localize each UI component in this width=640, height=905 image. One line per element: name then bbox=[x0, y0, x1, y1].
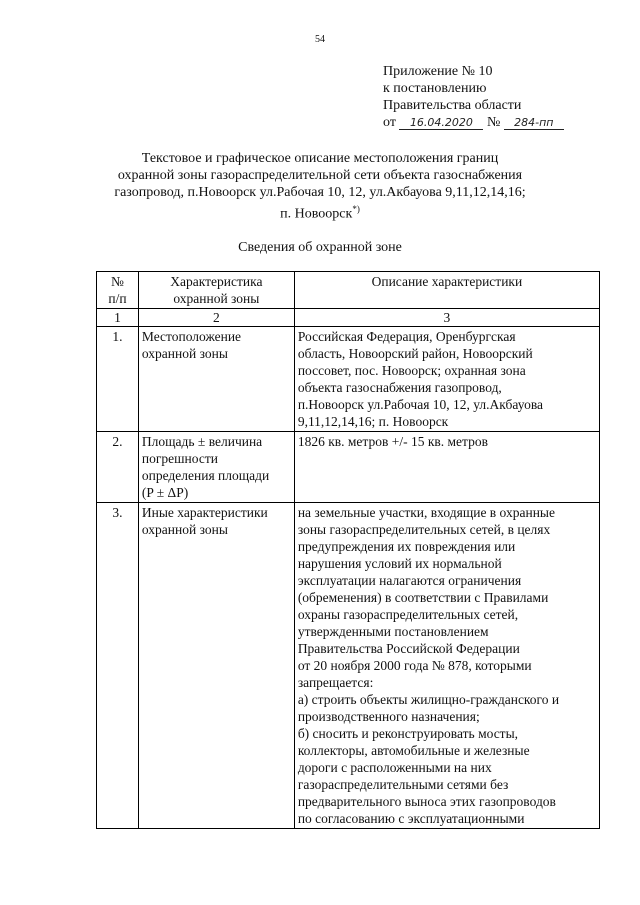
header-col-1-line-1: № bbox=[111, 274, 124, 289]
cell-line: Площадь ± величина bbox=[141, 434, 263, 449]
appendix-line-1: Приложение № 10 bbox=[383, 64, 493, 79]
cell-line: нарушения условий их нормальной bbox=[297, 556, 502, 571]
cell-line: коллекторы, автомобильные и железные bbox=[297, 743, 530, 758]
column-number-row bbox=[97, 309, 600, 327]
row-number: 2. bbox=[97, 432, 139, 503]
cell-line: объекта газоснабжения газопровод, bbox=[297, 380, 502, 395]
number-label: № bbox=[486, 115, 501, 130]
cell-line: (P ± ΔP) bbox=[141, 485, 189, 500]
title-line-4-text: п. Новоорск bbox=[280, 206, 353, 222]
header-col-2 bbox=[138, 272, 294, 309]
cell-line: (обременения) в соответствии с Правилами bbox=[297, 590, 549, 605]
handwritten-number: 284-пп bbox=[504, 117, 564, 130]
row-description bbox=[294, 503, 599, 829]
cell-line: поссовет, пос. Новоорск; охранная зона bbox=[297, 363, 526, 378]
page-number: 54 bbox=[315, 34, 325, 45]
row-description bbox=[294, 327, 599, 432]
header-col-1-line-2: п/п bbox=[108, 291, 127, 306]
header-col-2-line-1: Характеристика bbox=[170, 274, 263, 289]
header-col-3-line-1: Описание характеристики bbox=[371, 274, 523, 289]
cell-line: эксплуатации налагаются ограничения bbox=[297, 573, 522, 588]
cell-line: б) сносить и реконструировать мосты, bbox=[297, 726, 519, 741]
cell-line: производственного назначения; bbox=[297, 709, 480, 724]
row-characteristic bbox=[138, 432, 294, 503]
column-number-3: 3 bbox=[294, 309, 599, 327]
cell-line: Местоположение bbox=[141, 329, 242, 344]
cell-line: охранной зоны bbox=[141, 346, 228, 361]
column-number-1: 1 bbox=[97, 309, 139, 327]
cell-line: газораспределительными сетями без bbox=[297, 777, 509, 792]
cell-line: предварительного выноса этих газопроводов bbox=[297, 794, 556, 809]
cell-line: определения площади bbox=[141, 468, 270, 483]
handwritten-date: 16.04.2020 bbox=[399, 117, 483, 130]
cell-line: по согласованию с эксплуатационными bbox=[297, 811, 525, 826]
header-col-2-line-2: охранной зоны bbox=[173, 291, 260, 306]
table-row bbox=[97, 432, 600, 503]
appendix-line-3: Правительства области bbox=[383, 98, 522, 113]
cell-line: 1826 кв. метров +/- 15 кв. метров bbox=[297, 434, 488, 449]
table-row bbox=[97, 327, 600, 432]
appendix-block bbox=[383, 63, 564, 131]
row-number: 1. bbox=[97, 327, 139, 432]
cell-line: 9,11,12,14,16; п. Новоорск bbox=[297, 414, 449, 429]
appendix-date-line bbox=[383, 114, 564, 131]
title-line-1: Текстовое и графическое описание местоположения границ bbox=[141, 151, 499, 166]
table-header-row bbox=[97, 272, 600, 309]
document-title bbox=[110, 150, 530, 223]
row-number: 3. bbox=[97, 503, 139, 829]
row-characteristic bbox=[138, 327, 294, 432]
zone-table bbox=[96, 271, 600, 829]
cell-line: от 20 ноября 2000 года № 878, которыми bbox=[297, 658, 532, 673]
row-characteristic bbox=[138, 503, 294, 829]
cell-line: запрещается: bbox=[297, 675, 374, 690]
cell-line: погрешности bbox=[141, 451, 218, 466]
cell-line: п.Новоорск ул.Рабочая 10, 12, ул.Акбауова bbox=[297, 397, 544, 412]
cell-line: Правительства Российской Федерации bbox=[297, 641, 520, 656]
cell-line: на земельные участки, входящие в охранные bbox=[297, 505, 555, 520]
row-description bbox=[294, 432, 599, 503]
cell-line: предупреждения их повреждения или bbox=[297, 539, 516, 554]
cell-line: утвержденными постановлением bbox=[297, 624, 489, 639]
section-subtitle: Сведения об охранной зоне bbox=[238, 240, 402, 255]
header-col-3 bbox=[294, 272, 599, 309]
table-row bbox=[97, 503, 600, 829]
from-label: от bbox=[383, 115, 396, 130]
cell-line: дороги с расположенными на них bbox=[297, 760, 492, 775]
cell-line: охранной зоны bbox=[141, 522, 228, 537]
appendix-line-2: к постановлению bbox=[383, 81, 487, 96]
title-line-3: газопровод, п.Новоорск ул.Рабочая 10, 12, ул.Акбауова 9,11,12,14,16; bbox=[114, 185, 526, 200]
cell-line: Иные характеристики bbox=[141, 505, 268, 520]
cell-line: а) строить объекты жилищно-гражданского и bbox=[297, 692, 560, 707]
footnote-mark: *) bbox=[352, 204, 360, 214]
cell-line: Российская Федерация, Оренбургская bbox=[297, 329, 516, 344]
cell-line: область, Новоорский район, Новоорский bbox=[297, 346, 533, 361]
header-col-1 bbox=[97, 272, 139, 309]
cell-line: охраны газораспределительных сетей, bbox=[297, 607, 519, 622]
title-line-2: охранной зоны газораспределительной сети объекта газоснабжения bbox=[117, 168, 523, 183]
title-line-4 bbox=[110, 201, 530, 223]
cell-line: зоны газораспределительных сетей, в целях bbox=[297, 522, 551, 537]
column-number-2: 2 bbox=[138, 309, 294, 327]
